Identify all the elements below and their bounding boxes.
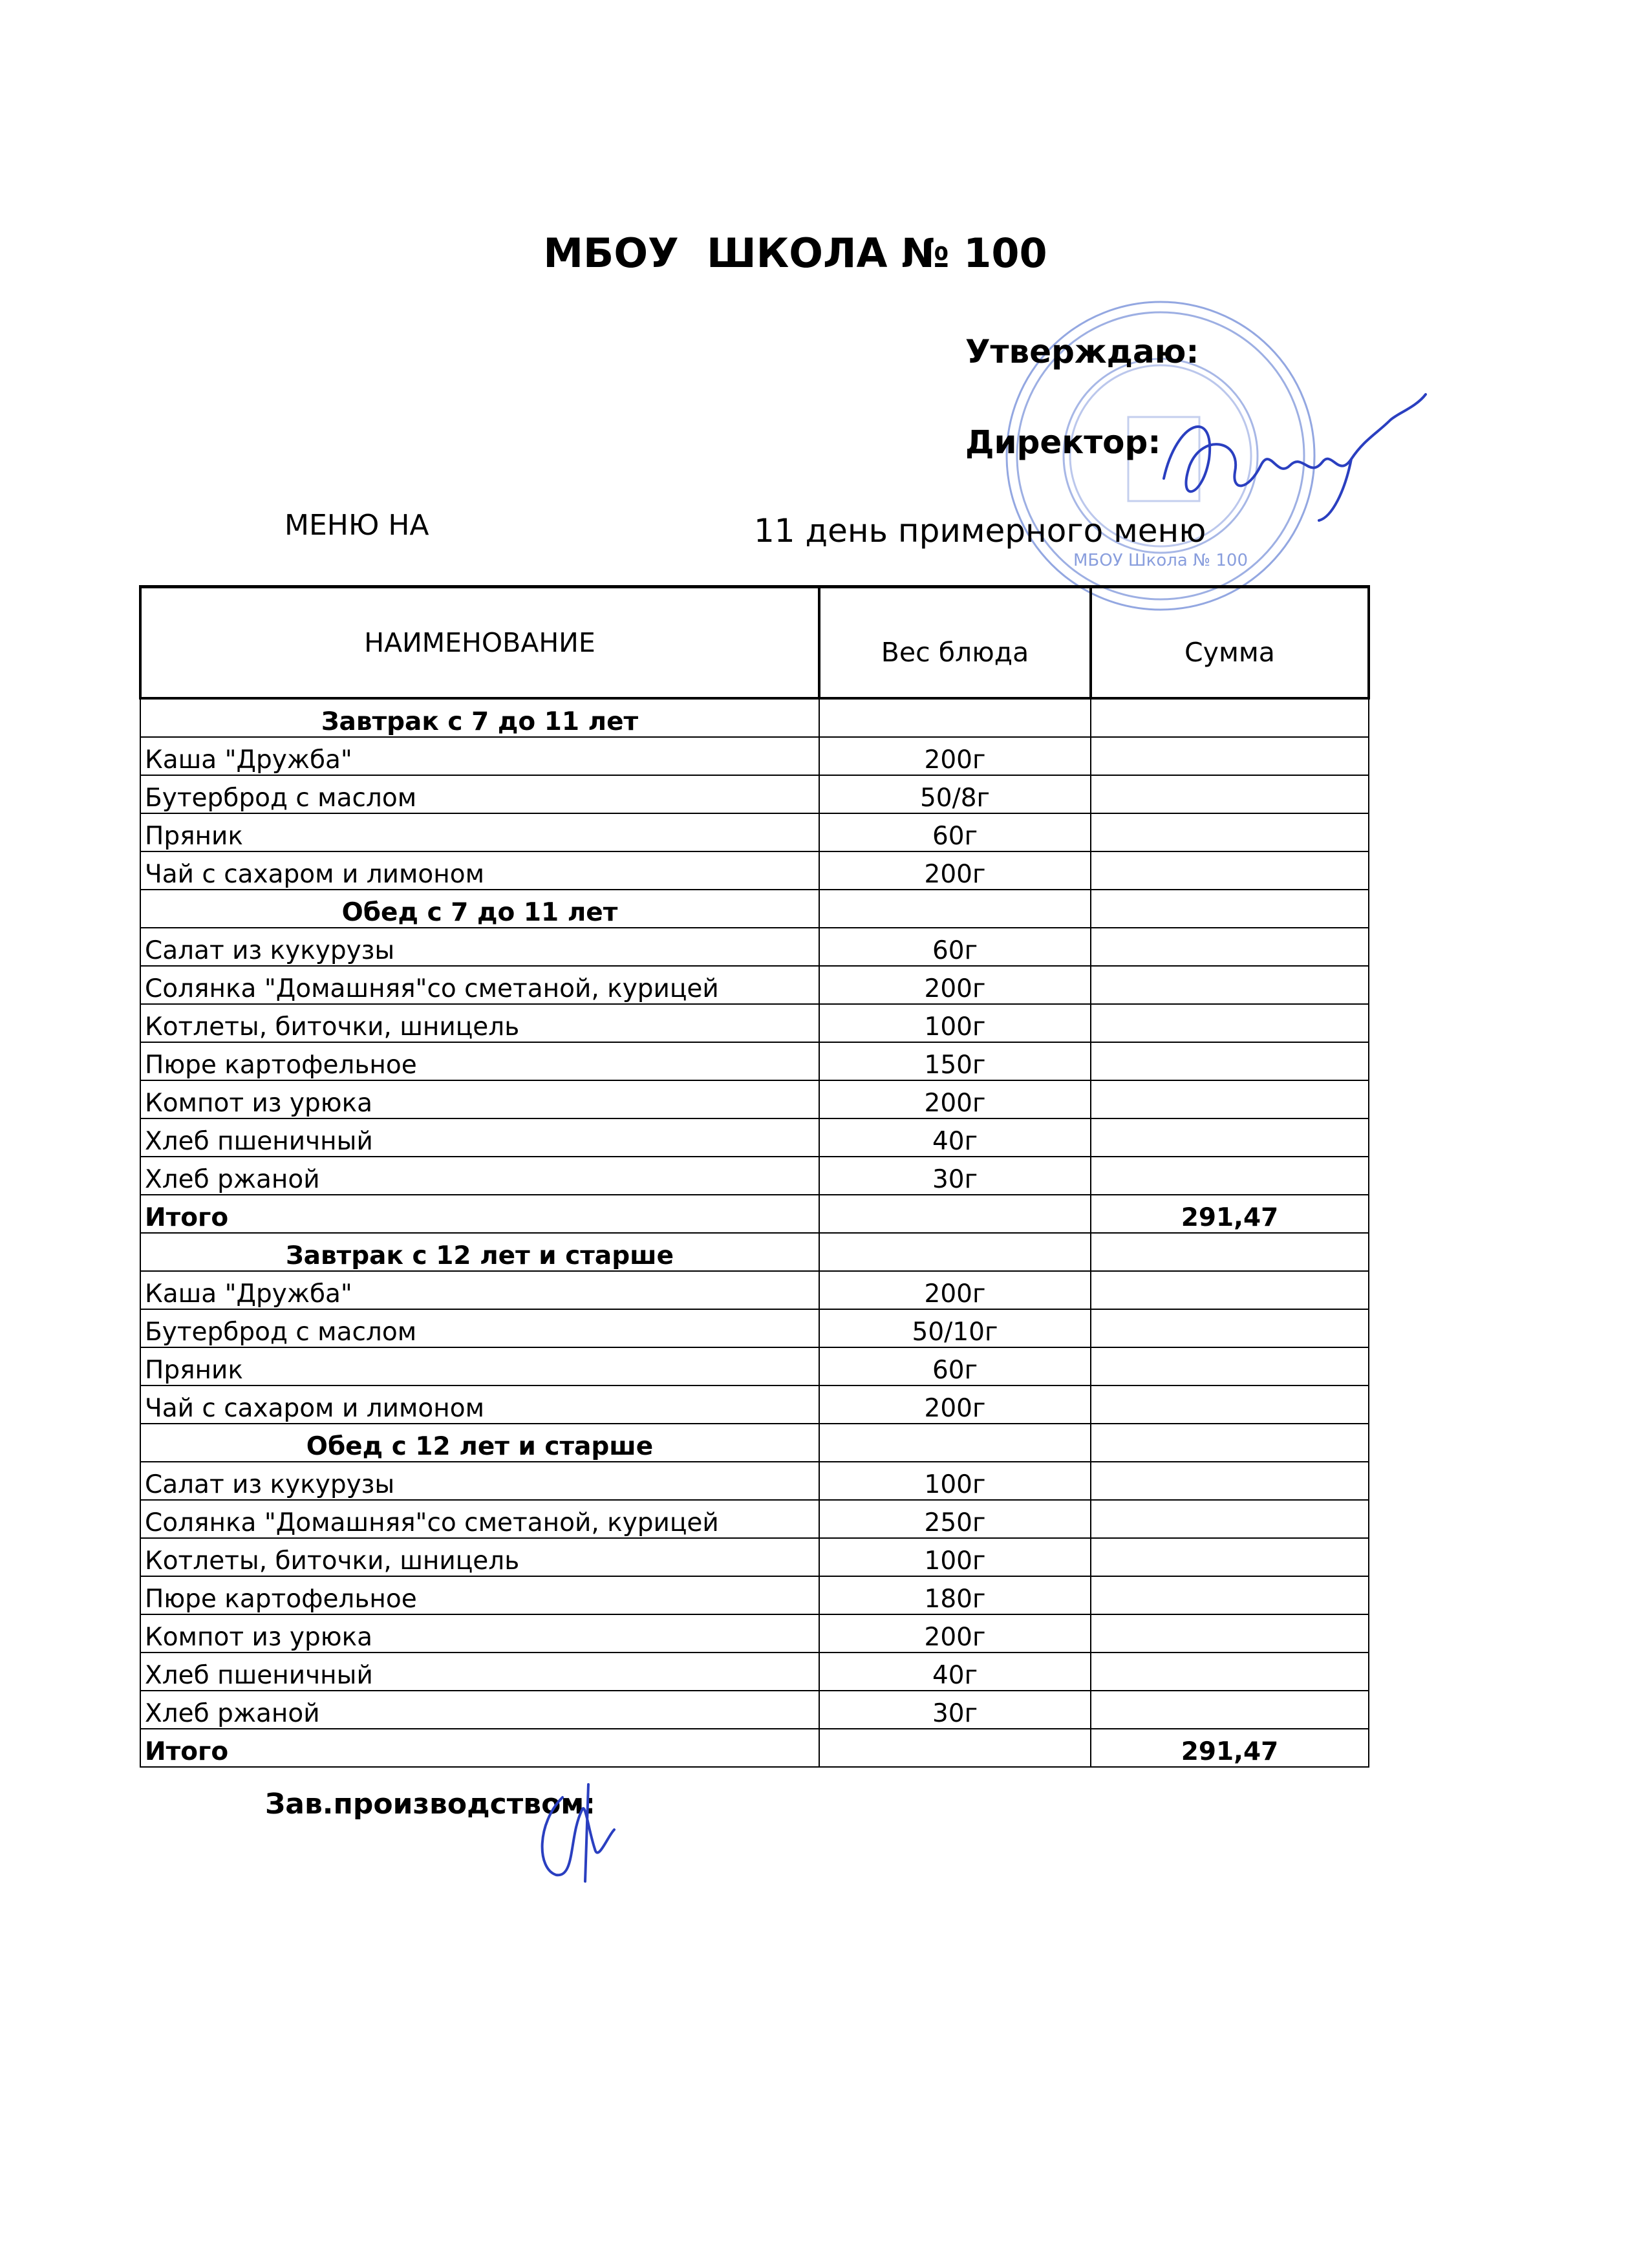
dish-sum	[1091, 890, 1369, 928]
dish-sum	[1091, 1118, 1369, 1157]
dish-weight: 40г	[819, 1118, 1091, 1157]
dish-weight: 200г	[819, 1080, 1091, 1118]
dish-sum	[1091, 1691, 1369, 1729]
dish-name: Каша "Дружба"	[140, 1271, 819, 1309]
dish-sum	[1091, 813, 1369, 851]
dish-sum	[1091, 1614, 1369, 1653]
dish-name: Хлеб пшеничный	[140, 1653, 819, 1691]
table-row	[140, 813, 1369, 851]
table-row	[140, 1653, 1369, 1691]
table-row	[140, 1500, 1369, 1538]
menu-day: 11 день примерного меню	[754, 512, 1206, 550]
dish-name: Котлеты, биточки, шницель	[140, 1538, 819, 1576]
table-row	[140, 775, 1369, 813]
dish-name: Солянка "Домашняя"со сметаной, курицей	[140, 1500, 819, 1538]
table-row	[140, 1614, 1369, 1653]
table-row	[140, 1042, 1369, 1080]
dish-weight: 100г	[819, 1004, 1091, 1042]
dish-weight: 180г	[819, 1576, 1091, 1614]
approve-label: Утверждаю:	[965, 333, 1199, 370]
dish-weight: 40г	[819, 1653, 1091, 1691]
total-sum: 291,47	[1091, 1195, 1369, 1233]
dish-weight	[819, 890, 1091, 928]
table-row	[140, 1462, 1369, 1500]
dish-weight: 200г	[819, 851, 1091, 890]
dish-name: Пряник	[140, 1347, 819, 1385]
dish-weight: 200г	[819, 966, 1091, 1004]
production-manager-label: Зав.производством:	[265, 1788, 595, 1821]
dish-name: Салат из кукурузы	[140, 1462, 819, 1500]
dish-sum	[1091, 1538, 1369, 1576]
dish-name: Пряник	[140, 813, 819, 851]
dish-name: Салат из кукурузы	[140, 928, 819, 966]
section-row	[140, 890, 1369, 928]
total-label: Итого	[140, 1195, 819, 1233]
dish-name: Пюре картофельное	[140, 1042, 819, 1080]
director-label: Директор:	[965, 423, 1161, 461]
section-title: Завтрак с 7 до 11 лет	[140, 698, 819, 737]
dish-name: Хлеб ржаной	[140, 1157, 819, 1195]
director-signature-icon	[1138, 381, 1435, 524]
section-row	[140, 1424, 1369, 1462]
dish-sum	[1091, 851, 1369, 890]
dish-weight: 250г	[819, 1500, 1091, 1538]
stamp-text: МБОУ Школа № 100	[1073, 551, 1248, 570]
dish-weight: 150г	[819, 1042, 1091, 1080]
dish-weight: 200г	[819, 1385, 1091, 1424]
dish-weight: 200г	[819, 1614, 1091, 1653]
table-header-row	[140, 587, 1369, 699]
dish-weight: 100г	[819, 1462, 1091, 1500]
dish-sum	[1091, 775, 1369, 813]
menu-table	[139, 585, 1370, 1768]
dish-name: Хлеб пшеничный	[140, 1118, 819, 1157]
dish-sum	[1091, 1042, 1369, 1080]
section-title: Обед с 7 до 11 лет	[140, 890, 819, 928]
dish-name: Чай с сахаром и лимоном	[140, 851, 819, 890]
table-row	[140, 1309, 1369, 1347]
dish-weight	[819, 1195, 1091, 1233]
dish-weight	[819, 1233, 1091, 1271]
dish-sum	[1091, 1576, 1369, 1614]
dish-name: Компот из урюка	[140, 1080, 819, 1118]
dish-name: Хлеб ржаной	[140, 1691, 819, 1729]
dish-name: Компот из урюка	[140, 1614, 819, 1653]
dish-name: Солянка "Домашняя"со сметаной, курицей	[140, 966, 819, 1004]
table-row	[140, 1080, 1369, 1118]
dish-weight: 200г	[819, 1271, 1091, 1309]
total-label: Итого	[140, 1729, 819, 1767]
table-row	[140, 1385, 1369, 1424]
dish-weight: 200г	[819, 737, 1091, 775]
table-row	[140, 1576, 1369, 1614]
table-row	[140, 1157, 1369, 1195]
total-row	[140, 1729, 1369, 1767]
section-title: Обед с 12 лет и старше	[140, 1424, 819, 1462]
dish-sum	[1091, 698, 1369, 737]
dish-sum	[1091, 928, 1369, 966]
total-sum: 291,47	[1091, 1729, 1369, 1767]
column-header-name: НАИМЕНОВАНИЕ	[140, 587, 819, 699]
table-row	[140, 851, 1369, 890]
dish-sum	[1091, 1271, 1369, 1309]
dish-sum	[1091, 1500, 1369, 1538]
dish-weight: 100г	[819, 1538, 1091, 1576]
section-title: Завтрак с 12 лет и старше	[140, 1233, 819, 1271]
production-signature-icon	[524, 1771, 640, 1888]
dish-weight: 60г	[819, 1347, 1091, 1385]
school-title: МБОУ ШКОЛА № 100	[543, 230, 1047, 277]
dish-name: Чай с сахаром и лимоном	[140, 1385, 819, 1424]
section-row	[140, 698, 1369, 737]
dish-sum	[1091, 1462, 1369, 1500]
table-row	[140, 1118, 1369, 1157]
dish-name: Бутерброд с маслом	[140, 1309, 819, 1347]
column-header-sum: Сумма	[1091, 587, 1369, 699]
dish-sum	[1091, 1653, 1369, 1691]
dish-sum	[1091, 1385, 1369, 1424]
dish-weight: 60г	[819, 928, 1091, 966]
dish-name: Бутерброд с маслом	[140, 775, 819, 813]
dish-sum	[1091, 1080, 1369, 1118]
table-row	[140, 966, 1369, 1004]
dish-weight	[819, 1729, 1091, 1767]
table-row	[140, 737, 1369, 775]
dish-weight: 30г	[819, 1157, 1091, 1195]
menu-table-body	[140, 698, 1369, 1767]
table-row	[140, 1271, 1369, 1309]
dish-sum	[1091, 1347, 1369, 1385]
dish-sum	[1091, 1424, 1369, 1462]
table-row	[140, 1538, 1369, 1576]
dish-sum	[1091, 1004, 1369, 1042]
dish-weight: 30г	[819, 1691, 1091, 1729]
dish-sum	[1091, 966, 1369, 1004]
dish-weight: 50/10г	[819, 1309, 1091, 1347]
menu-label: МЕНЮ НА	[284, 509, 429, 542]
dish-weight	[819, 698, 1091, 737]
dish-name: Пюре картофельное	[140, 1576, 819, 1614]
dish-weight: 60г	[819, 813, 1091, 851]
dish-name: Каша "Дружба"	[140, 737, 819, 775]
dish-sum	[1091, 737, 1369, 775]
dish-sum	[1091, 1157, 1369, 1195]
dish-weight: 50/8г	[819, 775, 1091, 813]
section-row	[140, 1233, 1369, 1271]
table-row	[140, 1004, 1369, 1042]
table-row	[140, 928, 1369, 966]
total-row	[140, 1195, 1369, 1233]
dish-sum	[1091, 1233, 1369, 1271]
dish-name: Котлеты, биточки, шницель	[140, 1004, 819, 1042]
table-row	[140, 1347, 1369, 1385]
dish-weight	[819, 1424, 1091, 1462]
table-row	[140, 1691, 1369, 1729]
dish-sum	[1091, 1309, 1369, 1347]
column-header-weight: Вес блюда	[819, 587, 1091, 699]
